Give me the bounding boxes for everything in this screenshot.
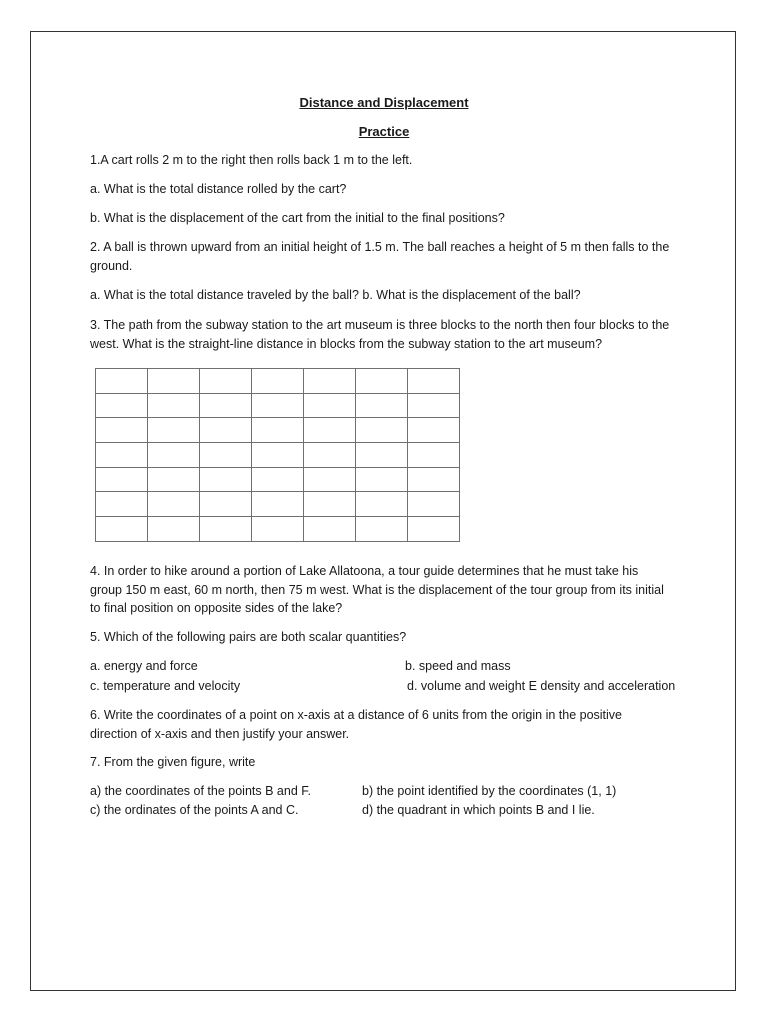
question-5-option-d: d. volume and weight E density and acceleration <box>407 679 676 693</box>
grid-row <box>96 369 460 394</box>
question-5-option-a: a. energy and force <box>90 659 198 673</box>
grid-cell <box>408 418 460 443</box>
grid-cell <box>148 467 200 492</box>
question-7: 7. From the given figure, write <box>90 755 256 769</box>
grid-cell <box>408 393 460 418</box>
grid-cell <box>304 443 356 468</box>
question-1a: a. What is the total distance rolled by the cart? <box>90 182 347 196</box>
grid-cell <box>408 443 460 468</box>
page-subtitle: Practice <box>358 124 410 139</box>
question-2ab: a. What is the total distance traveled by the ball? b. What is the displacement of the ball? <box>90 288 581 302</box>
grid-cell <box>252 517 304 542</box>
question-7-part-d: d) the quadrant in which points B and I lie. <box>362 803 595 817</box>
grid-cell <box>356 492 408 517</box>
grid-cell <box>148 393 200 418</box>
grid-cell <box>96 418 148 443</box>
question-5-option-c: c. temperature and velocity <box>90 679 241 693</box>
question-5: 5. Which of the following pairs are both scalar quantities? <box>90 630 407 644</box>
grid-cell <box>356 443 408 468</box>
grid-cell <box>252 467 304 492</box>
grid-cell <box>200 443 252 468</box>
grid-cell <box>200 492 252 517</box>
question-4: 4. In order to hike around a portion of Lake Allatoona, a tour guide determines that he must take his group 150 m east, 60 m north, then 75 m west. What is the displacement of the tour group from its initial to final position on opposite sides of the lake? <box>90 564 664 615</box>
question-6: 6. Write the coordinates of a point on x-axis at a distance of 6 units from the origin in the positive direction of x-axis and then justify your answer. <box>90 708 623 741</box>
grid-cell <box>96 467 148 492</box>
grid-cell <box>356 369 408 394</box>
grid-cell <box>356 418 408 443</box>
grid-cell <box>252 369 304 394</box>
grid-cell <box>252 418 304 443</box>
grid-cell <box>148 492 200 517</box>
grid-cell <box>148 369 200 394</box>
grid-cell <box>408 517 460 542</box>
grid-cell <box>200 369 252 394</box>
grid-row <box>96 467 460 492</box>
page-title: Distance and Displacement <box>299 95 469 110</box>
grid-cell <box>304 517 356 542</box>
question-7-part-a: a) the coordinates of the points B and F. <box>90 784 311 798</box>
grid-cell <box>304 492 356 517</box>
grid-cell <box>356 393 408 418</box>
grid-cell <box>252 492 304 517</box>
question-3: 3. The path from the subway station to the art museum is three blocks to the north then four blocks to the west. What is the straight-line distance in blocks from the subway station to the art museum? <box>90 318 670 351</box>
grid-cell <box>304 418 356 443</box>
grid-cell <box>148 443 200 468</box>
grid-cell <box>96 517 148 542</box>
question-1b: b. What is the displacement of the cart from the initial to the final positions? <box>90 211 505 225</box>
grid-cell <box>408 492 460 517</box>
grid-row <box>96 393 460 418</box>
grid-cell <box>252 393 304 418</box>
question-2: 2. A ball is thrown upward from an initial height of 1.5 m. The ball reaches a height of 5 m then falls to the ground. <box>90 240 670 273</box>
grid-row <box>96 517 460 542</box>
grid-row <box>96 492 460 517</box>
grid-cell <box>96 492 148 517</box>
question-5-option-b: b. speed and mass <box>405 659 511 673</box>
grid-cell <box>200 393 252 418</box>
grid-cell <box>356 517 408 542</box>
grid-cell <box>304 393 356 418</box>
grid-cell <box>96 443 148 468</box>
grid-row <box>96 443 460 468</box>
grid-cell <box>252 443 304 468</box>
grid-cell <box>148 517 200 542</box>
grid-cell <box>304 467 356 492</box>
grid-cell <box>96 369 148 394</box>
grid-cell <box>408 369 460 394</box>
question-7-part-b: b) the point identified by the coordinates (1, 1) <box>362 784 617 798</box>
question-1: 1.A cart rolls 2 m to the right then rolls back 1 m to the left. <box>90 153 413 167</box>
grid-row <box>96 418 460 443</box>
grid-table <box>95 368 460 542</box>
question-7-part-c: c) the ordinates of the points A and C. <box>90 803 299 817</box>
grid-cell <box>96 393 148 418</box>
grid-cell <box>408 467 460 492</box>
grid-cell <box>356 467 408 492</box>
grid-cell <box>304 369 356 394</box>
grid-cell <box>200 517 252 542</box>
grid-cell <box>200 418 252 443</box>
grid-cell <box>148 418 200 443</box>
grid-cell <box>200 467 252 492</box>
